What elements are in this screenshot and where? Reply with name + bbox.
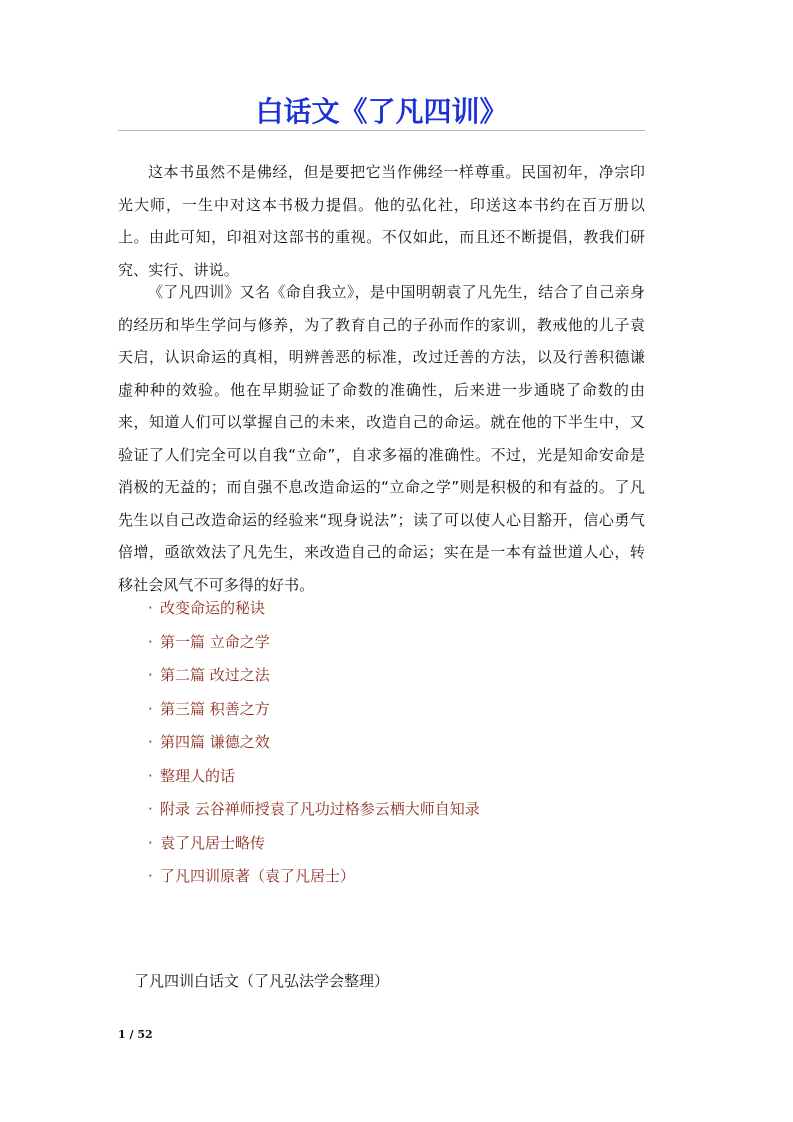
toc-bullet: · [148, 800, 153, 818]
toc-link-chapter-4[interactable] [148, 730, 628, 764]
toc-link-label: 袁了凡居士略传 [160, 833, 266, 852]
page-number: 1 / 52 [118, 1028, 153, 1041]
title-divider [118, 130, 645, 131]
intro-paragraph: 这本书虽然不是佛经，但是要把它当作佛经一样尊重。民国初年，净宗印光大师，一生中对这本书极力提倡。他的弘化社，印送这本书约在百万册以上。由此可知，印祖对这部书的重视。不仅如此，而且还不断提倡，教我们研究、实行、讲说。 [118, 163, 645, 279]
toc-bullet: · [148, 632, 153, 651]
toc-link-label: 改变命运的秘诀 [160, 599, 266, 617]
toc-link-chapter-2[interactable] [148, 663, 628, 697]
toc-link-chapter-1[interactable] [148, 630, 628, 664]
toc-link-label: 第二篇 改过之法 [160, 666, 270, 684]
toc-link-label: 第三篇 积善之方 [160, 699, 270, 718]
table-of-contents [148, 596, 628, 898]
section-subtitle: 了凡四训白话文（了凡弘法学会整理） [134, 972, 390, 990]
toc-link-chapter-3[interactable] [148, 697, 628, 731]
toc-bullet: · [148, 666, 153, 684]
toc-bullet: · [148, 833, 153, 852]
toc-link-label: 第一篇 立命之学 [160, 632, 270, 651]
toc-link-label: 第四篇 谦德之效 [160, 733, 270, 751]
toc-bullet: · [148, 766, 153, 785]
toc-link-secret[interactable] [148, 596, 628, 630]
toc-link-appendix[interactable] [148, 797, 628, 831]
toc-bullet: · [148, 733, 153, 751]
toc-bullet: · [148, 599, 153, 617]
toc-link-label: 附录 云谷禅师授袁了凡功过格参云栖大师自知录 [160, 800, 480, 818]
toc-bullet: · [148, 867, 153, 885]
toc-link-editor-notes[interactable] [148, 764, 628, 798]
description-paragraph: 《了凡四训》又名《命自我立》，是中国明朝袁了凡先生，结合了自己亲身的经历和毕生学问与修养，为了教育自己的子孙而作的家训，教戒他的儿子袁天启，认识命运的真相，明辨善恶的标准，改过迁善的方法，以及行善积德谦虚种种的效验。他在早期验证了命数的准确性，后来进一步通晓了命数的由来，知道人们可以掌握自己的未来，改造自己的命运。就在他的下半生中，又验证了人们完全可以自我“立命”，自求多福的准确性。不过，光是知命安命是消极的无益的；而自强不息改造命运的“立命之学”则是积极的和有益的。了凡先生以自己改造命运的经验来“现身说法”；读了可以使人心目豁开，信心勇气倍增，亟欲效法了凡先生，来改造自己的命运；实在是一本有益世道人心，转移社会风气不可多得的好书。 [118, 283, 645, 594]
toc-bullet: · [148, 699, 153, 718]
toc-link-biography[interactable] [148, 831, 628, 865]
toc-link-label: 了凡四训原著（袁了凡居士） [160, 867, 356, 885]
document-title: 白话文《了凡四训》 [255, 95, 508, 128]
toc-link-original-text[interactable] [148, 864, 628, 898]
toc-link-label: 整理人的话 [160, 766, 236, 785]
